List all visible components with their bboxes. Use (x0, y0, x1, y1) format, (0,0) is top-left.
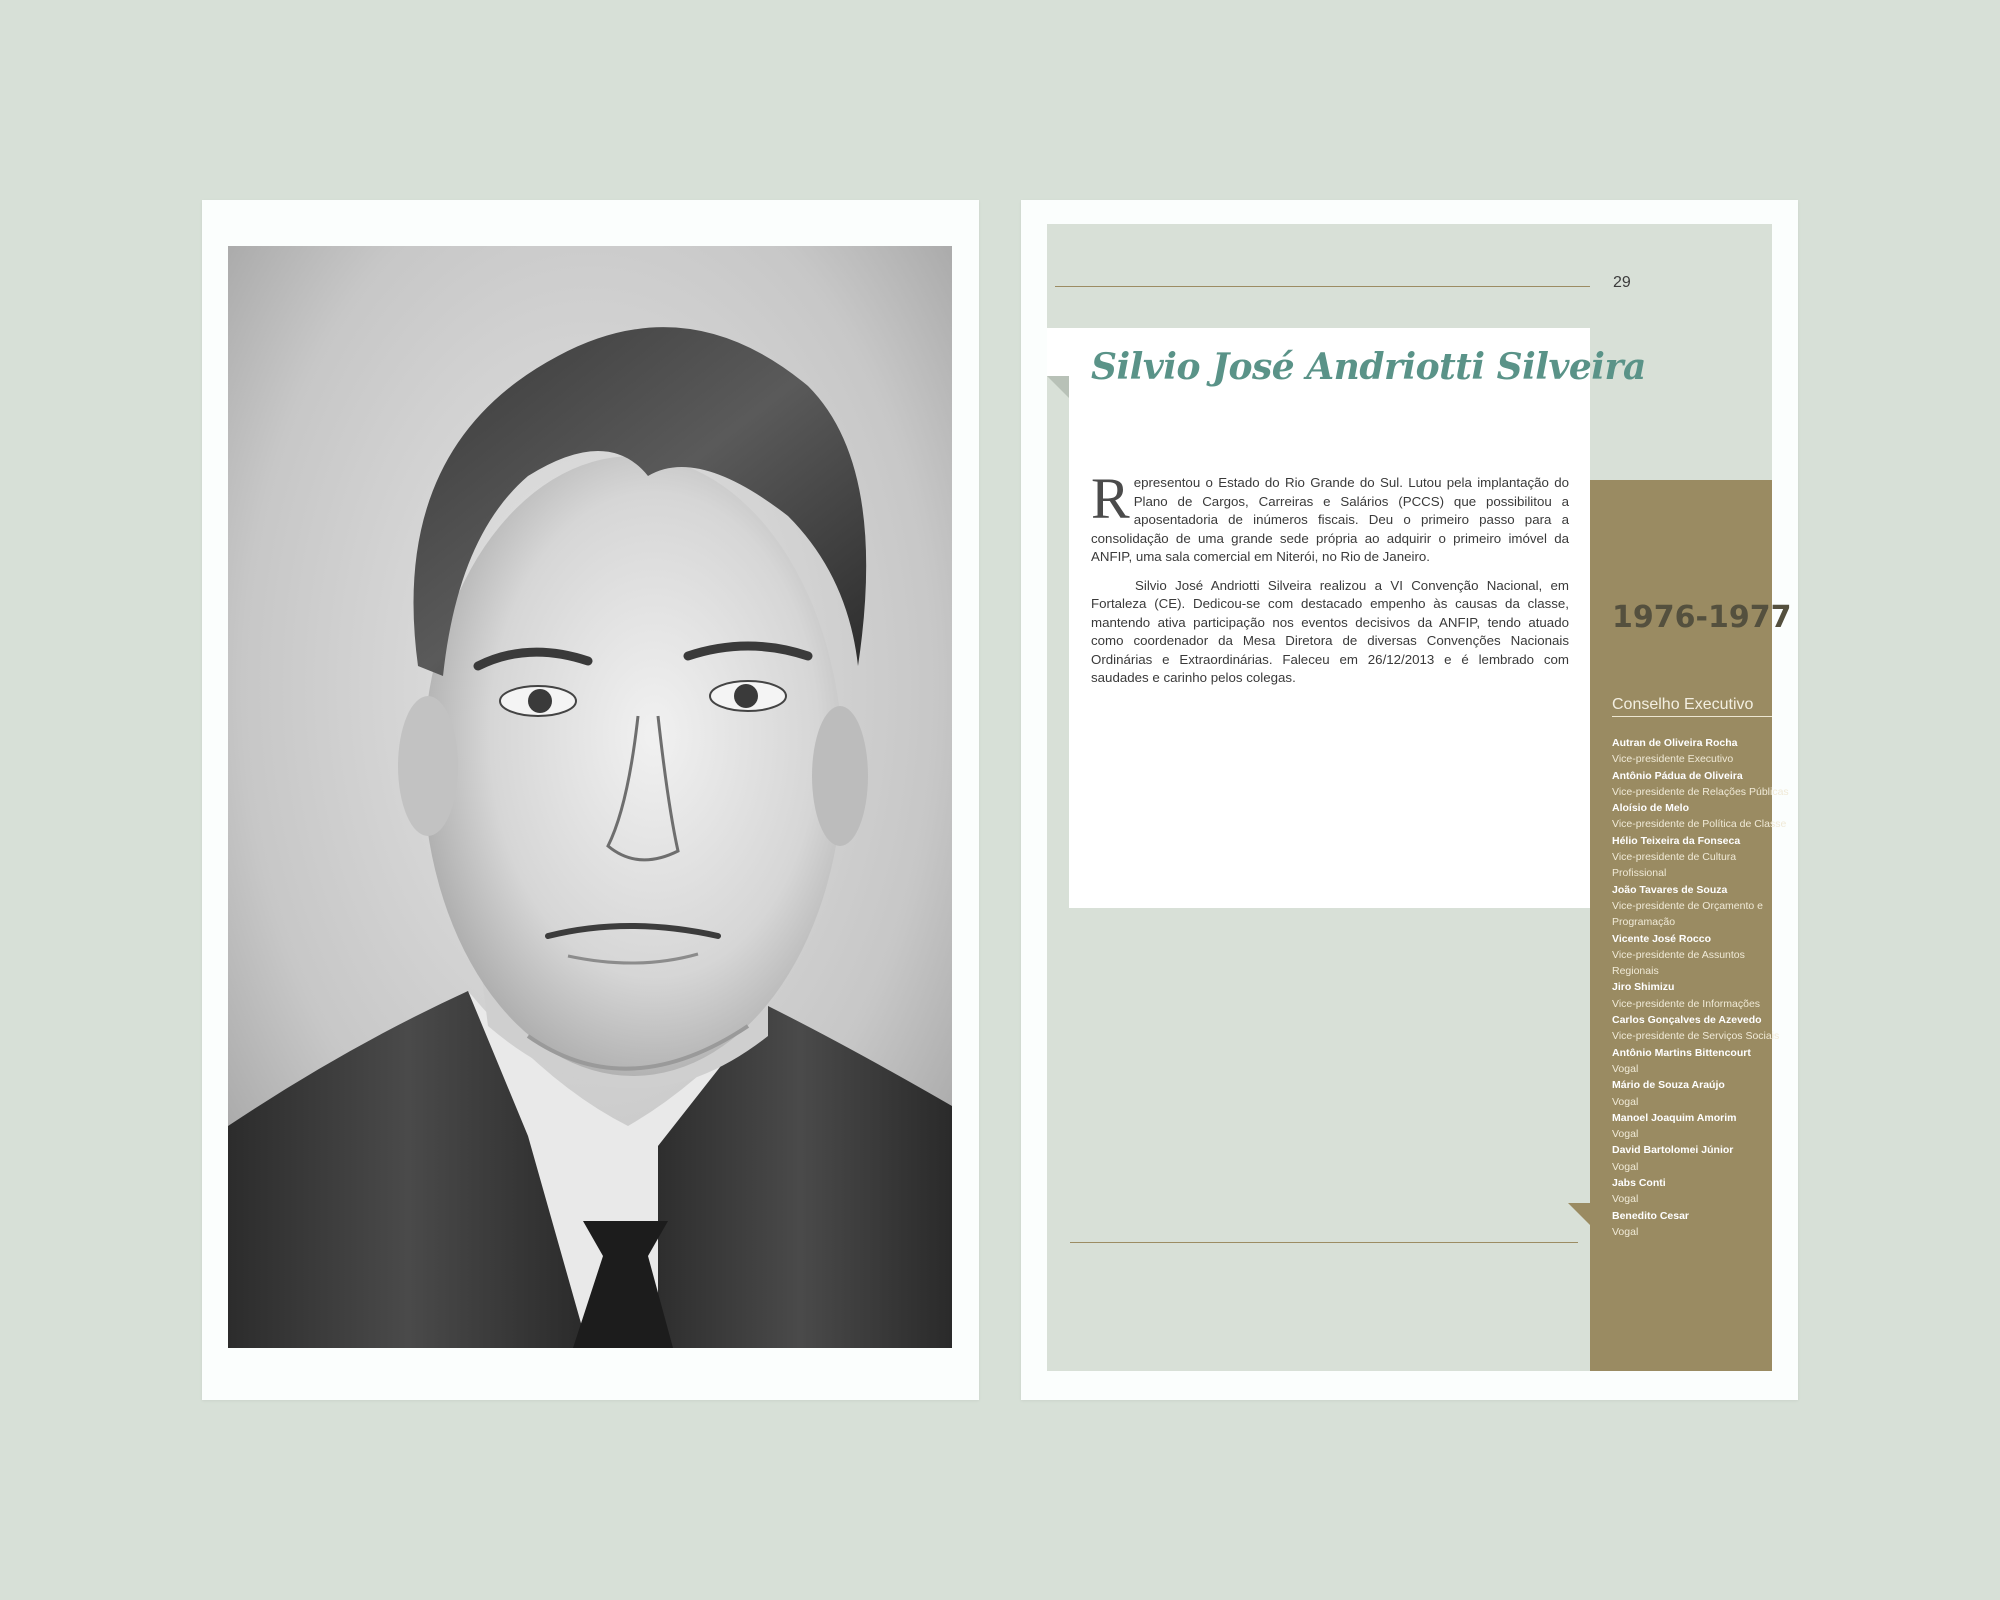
member-role: Regionais (1612, 965, 1659, 978)
title-fold-corner (1047, 376, 1069, 398)
council-heading: Conselho Executivo (1612, 696, 1772, 717)
member-name: Hélio Teixeira da Fonseca (1612, 834, 1741, 847)
member-role: Vice-presidente de Informações (1612, 997, 1761, 1010)
council-member (1612, 735, 1782, 768)
member-name: Vicente José Rocco (1612, 932, 1712, 945)
sidebar-panel (1590, 480, 1792, 1371)
member-name: David Bartolomei Júnior (1612, 1144, 1734, 1157)
member-name: Manoel Joaquim Amorim (1612, 1111, 1737, 1124)
bio-paragraph-1 (1091, 466, 1569, 567)
member-role: Programação (1612, 916, 1676, 929)
title-tab (1047, 328, 1069, 376)
council-member (1612, 882, 1782, 931)
page-number: 29 (1613, 274, 1631, 291)
portrait-drawing (228, 246, 952, 1348)
council-member (1612, 979, 1782, 1012)
biography-text (1091, 466, 1569, 698)
council-member (1612, 768, 1789, 801)
council-member (1612, 1208, 1782, 1241)
member-role: Vogal (1612, 1128, 1639, 1141)
bio-paragraph-2: Silvio José Andriotti Silveira realizou a VI Convenção Nacional, em Fortaleza (CE). Dedicou-se com destacado empenho às causas da classe, mantendo ativa participação nos eventos decisivos da ANFIP, tendo atuado como coordenador da Mesa Diretora de diversas Convenções Nacionais Ordinárias e Extraordinárias. Faleceu em 26/12/2013 e é lembrado com saudades e carinho pelos colegas. (1091, 577, 1569, 685)
member-role: Vogal (1612, 1062, 1639, 1075)
member-role: Vice-presidente de Orçamento e (1612, 899, 1763, 912)
member-role: Vogal (1612, 1225, 1639, 1238)
member-name: Aloísio de Melo (1612, 802, 1690, 815)
member-name: Jiro Shimizu (1612, 981, 1675, 994)
council-member (1612, 1077, 1782, 1110)
council-member (1612, 1045, 1782, 1078)
member-role: Vogal (1612, 1095, 1639, 1108)
council-member (1612, 931, 1782, 980)
council-member (1612, 1012, 1782, 1045)
member-role: Vice-presidente de Relações Públicas (1612, 785, 1789, 798)
term-years: 1976-1977 (1612, 600, 1792, 635)
member-name: Antônio Pádua de Oliveira (1612, 769, 1743, 782)
footer-rule (1070, 1242, 1578, 1243)
council-member (1612, 800, 1787, 833)
council-member-list (1612, 735, 1789, 1240)
right-page (1021, 200, 1798, 1400)
member-name: Benedito Cesar (1612, 1209, 1690, 1222)
bio-paragraph-1-text: epresentou o Estado do Rio Grande do Sul. Lutou pela implantação do Plano de Cargos, Carreiras e Salários (PCCS) que possibilitou a aposentadoria de inúmeros fiscais. Deu o primeiro passo para a consolidação de uma grande sede própria ao adquirir o primeiro imóvel da ANFIP, uma sala comercial em Niterói, no Rio de Janeiro. (1091, 475, 1569, 564)
council-member (1612, 1142, 1782, 1175)
member-name: Antônio Martins Bittencourt (1612, 1046, 1751, 1059)
council-member (1612, 833, 1782, 882)
member-name: João Tavares de Souza (1612, 883, 1728, 896)
drop-cap: R (1091, 466, 1130, 531)
member-name: Carlos Gonçalves de Azevedo (1612, 1014, 1762, 1027)
member-role: Vice-presidente de Serviços Sociais (1612, 1030, 1780, 1043)
member-name: Autran de Oliveira Rocha (1612, 737, 1738, 749)
member-role: Vogal (1612, 1160, 1639, 1173)
member-role: Vice-presidente Executivo (1612, 753, 1734, 766)
member-role: Vice-presidente de Política de Classe (1612, 818, 1787, 831)
member-role: Profissional (1612, 867, 1667, 880)
page-content-area (1047, 224, 1792, 1371)
council-member (1612, 1175, 1782, 1208)
header-rule (1055, 286, 1590, 287)
member-role: Vice-presidente de Assuntos (1612, 948, 1745, 961)
member-name: Jabs Conti (1612, 1177, 1666, 1190)
member-role: Vogal (1612, 1193, 1639, 1206)
person-name-title: Silvio José Andriotti Silveira (1091, 346, 1646, 388)
member-name: Mário de Souza Araújo (1612, 1079, 1725, 1092)
member-role: Vice-presidente de Cultura (1612, 851, 1737, 864)
sidebar-fold-corner (1568, 1203, 1590, 1225)
council-member (1612, 1110, 1782, 1143)
left-page (202, 200, 979, 1400)
